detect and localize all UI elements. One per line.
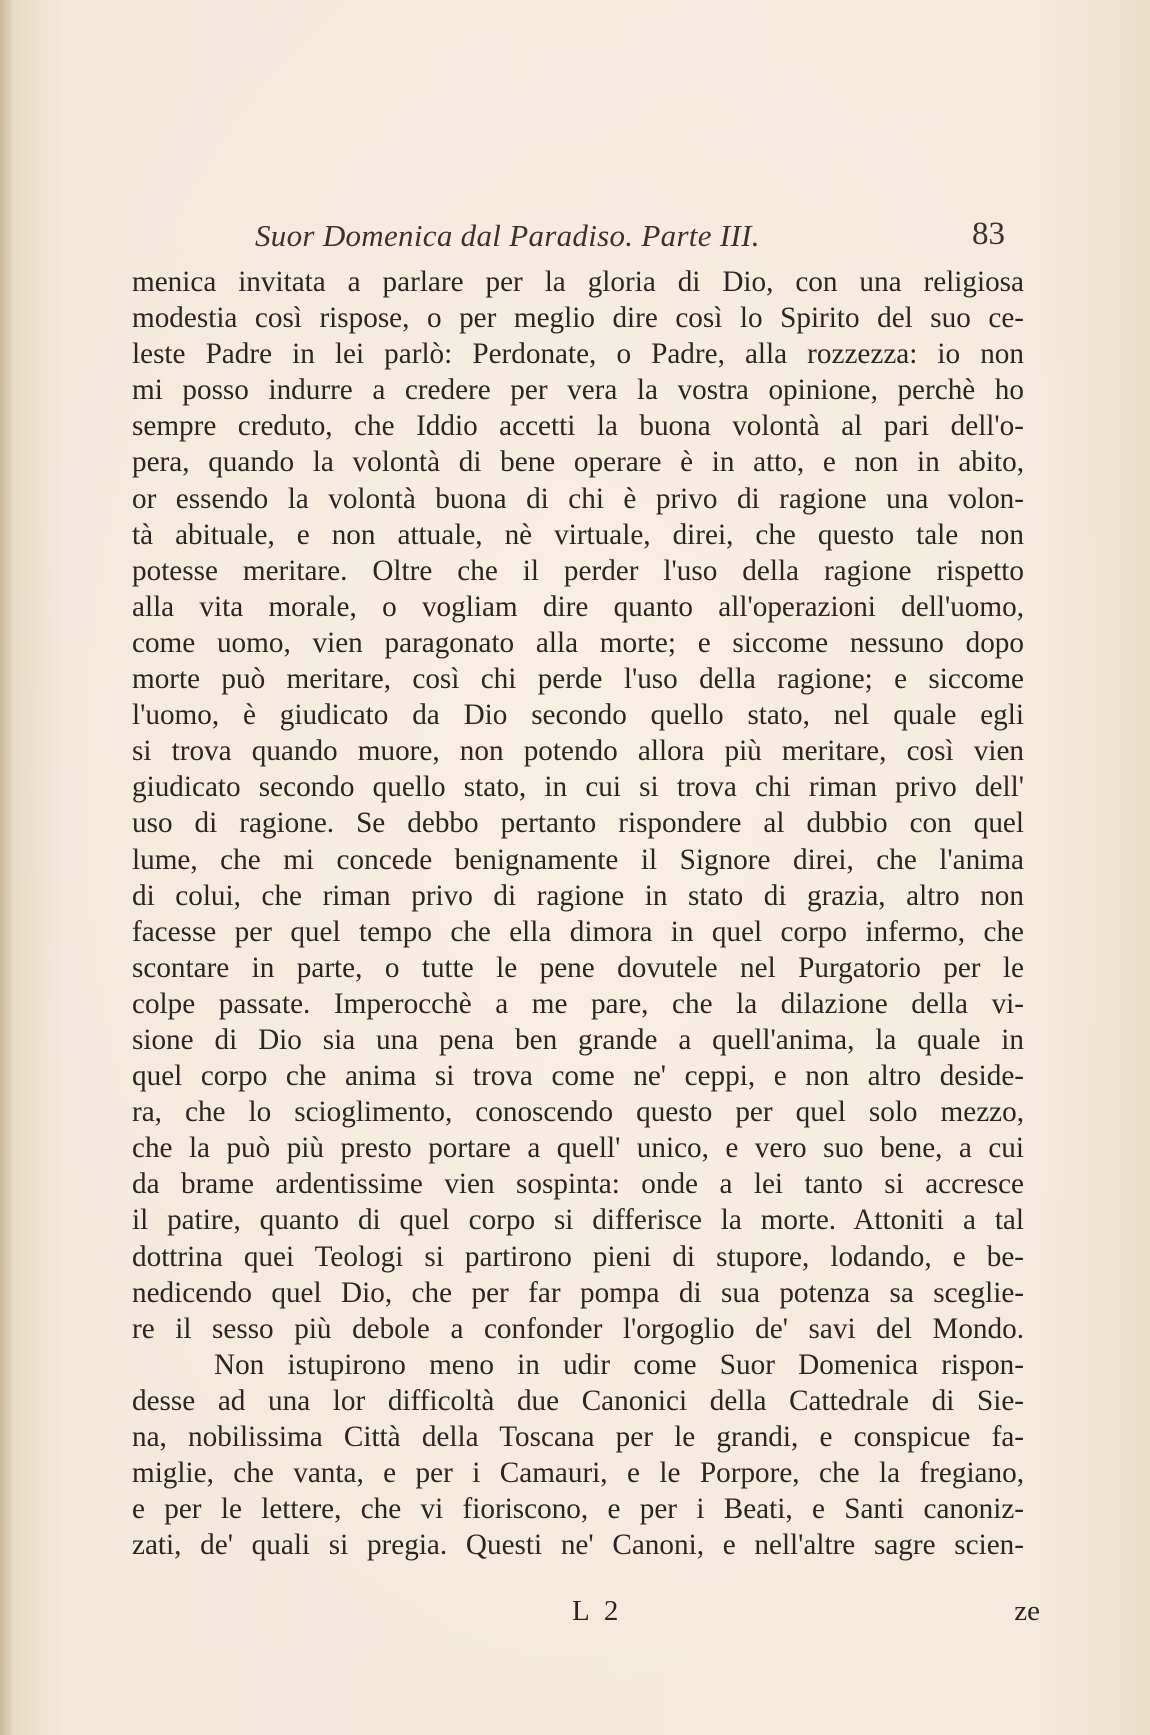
text-line: desse ad una lor difficoltà due Canonici della Cattedrale di Sie- <box>132 1384 1024 1417</box>
text-line: quel corpo che anima si trova come ne' ceppi, e non altro deside- <box>132 1060 1024 1093</box>
text-line: dottrina quei Teologi si partirono pieni di stupore, lodando, e be- <box>132 1240 1024 1273</box>
text-line: morte può meritare, così chi perde l'uso della ragione; e siccome <box>132 663 1024 696</box>
text-line: tà abituale, e non attuale, nè virtuale, direi, che questo tale non <box>132 518 1024 551</box>
text-line: potesse meritare. Oltre che il perder l'uso della ragione rispetto <box>132 554 1024 587</box>
text-line: pera, quando la volontà di bene operare è in atto, e non in abito, <box>132 446 1024 479</box>
text-line: mi posso indurre a credere per vera la vostra opinione, perchè ho <box>132 374 1024 407</box>
text-line: che la può più presto portare a quell' unico, e vero suo bene, a cui <box>132 1132 1024 1165</box>
page-footer <box>132 1595 1040 1635</box>
running-title: Suor Domenica dal Paradiso. Parte III. <box>255 218 760 253</box>
text-line: na, nobilissima Città della Toscana per le grandi, e conspicue fa- <box>132 1421 1024 1453</box>
text-line: uso di ragione. Se debbo pertanto rispondere al dubbio con quel <box>132 807 1024 840</box>
signature-mark: L 2 <box>572 1595 623 1627</box>
text-line: nedicendo quel Dio, che per far pompa di sua potenza sa sceglie- <box>132 1276 1024 1309</box>
body-text <box>132 264 1024 1563</box>
text-line: si trova quando muore, non potendo allora più meritare, così vien <box>132 735 1024 768</box>
text-line: or essendo la volontà buona di chi è privo di ragione una volon- <box>132 482 1024 515</box>
text-line: zati, de' quali si pregia. Questi ne' Canoni, e nell'altre sagre scien- <box>132 1529 1024 1562</box>
page-edge-shadow <box>0 0 14 1735</box>
text-line: re il sesso più debole a confonder l'orgoglio de' savi del Mondo. <box>132 1312 1024 1345</box>
text-line: scontare in parte, o tutte le pene dovutele nel Purgatorio per le <box>132 951 1024 984</box>
text-line: colpe passate. Imperocchè a me pare, che la dilazione della vi- <box>132 987 1024 1020</box>
text-line: menica invitata a parlare per la gloria di Dio, con una religiosa <box>132 266 1024 298</box>
text-line: come uomo, vien paragonato alla morte; e siccome nessuno dopo <box>132 626 1024 659</box>
text-line: facesse per quel tempo che ella dimora in quel corpo infermo, che <box>132 915 1024 948</box>
catchword: ze <box>1014 1595 1040 1627</box>
text-line: sione di Dio sia una pena ben grande a quell'anima, la quale in <box>132 1023 1024 1056</box>
running-header <box>255 218 1005 264</box>
text-line: il patire, quanto di quel corpo si differisce la morte. Attoniti a tal <box>132 1204 1024 1237</box>
text-line: leste Padre in lei parlò: Perdonate, o Padre, alla rozzezza: io non <box>132 338 1024 371</box>
text-line: di colui, che riman privo di ragione in stato di grazia, altro non <box>132 879 1024 912</box>
text-line: e per le lettere, che vi fioriscono, e per i Beati, e Santi canoniz- <box>132 1493 1024 1526</box>
text-line: modestia così rispose, o per meglio dire così lo Spirito del suo ce- <box>132 302 1024 335</box>
text-line: alla vita morale, o vogliam dire quanto all'operazioni dell'uomo, <box>132 590 1024 623</box>
text-line: l'uomo, è giudicato da Dio secondo quello stato, nel quale egli <box>132 699 1024 732</box>
text-line: giudicato secondo quello stato, in cui si trova chi riman privo dell' <box>132 771 1024 804</box>
text-line: ra, che lo scioglimento, conoscendo questo per quel solo mezzo, <box>132 1096 1024 1129</box>
text-line: sempre creduto, che Iddio accetti la buona volontà al pari dell'o- <box>132 410 1024 443</box>
text-line: miglie, che vanta, e per i Camauri, e le Porpore, che la fregiano, <box>132 1457 1024 1490</box>
paragraph-start-line: Non istupirono meno in udir come Suor Domenica rispon- <box>214 1348 1024 1381</box>
text-line: lume, che mi concede benignamente il Signore direi, che l'anima <box>132 843 1024 876</box>
text-line: da brame ardentissime vien sospinta: onde a lei tanto si accresce <box>132 1168 1024 1201</box>
page-number: 83 <box>972 216 1005 252</box>
